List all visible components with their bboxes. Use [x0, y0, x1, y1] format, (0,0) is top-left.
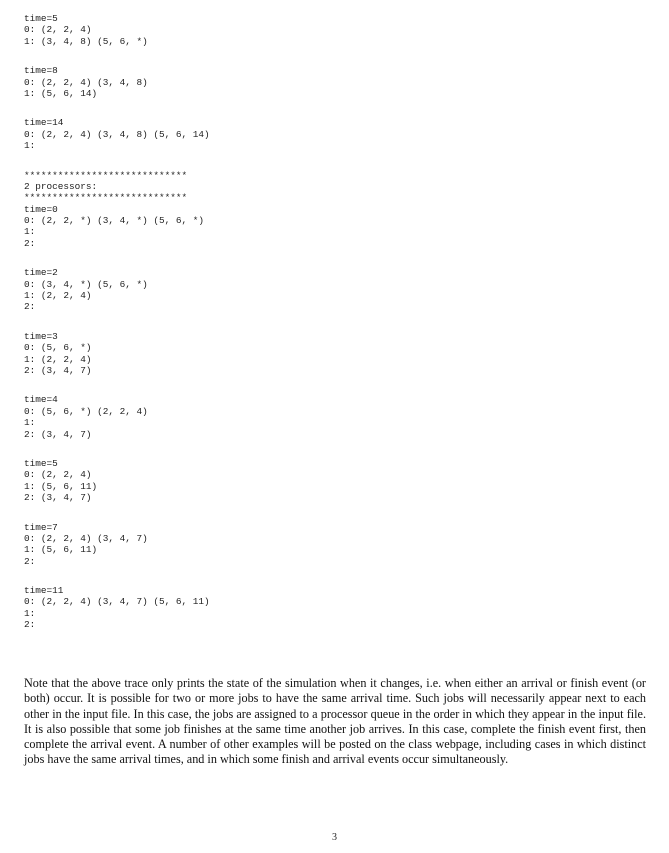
trace-block-time7 [24, 522, 210, 568]
separator-line: ***************************** [24, 192, 188, 204]
processor-2-queue: 2: [24, 237, 36, 249]
time-label: time=5 [24, 13, 58, 24]
processor-0-queue: 0: (2, 2, 4) (3, 4, 8) [24, 76, 148, 88]
processor-0-queue: 0: (2, 2, 4) [24, 469, 92, 481]
page-number: 3 [332, 832, 337, 843]
processor-0-queue: 0: (2, 2, 4) (3, 4, 8) (5, 6, 14) [24, 128, 210, 140]
time-label: time=4 [24, 394, 58, 406]
trace-block-time4 [24, 394, 210, 440]
simulation-trace [24, 13, 210, 631]
section-header: 2 processors: [24, 180, 98, 192]
processor-0-queue: 0: (5, 6, *) (2, 2, 4) [24, 405, 148, 417]
processor-2-queue: 2: [24, 619, 36, 631]
processor-2-queue: 2: (3, 4, 7) [24, 364, 92, 376]
time-label: time=8 [24, 65, 58, 77]
processor-1-queue: 1: [24, 226, 36, 238]
processor-2-queue: 2: (3, 4, 7) [24, 492, 92, 504]
trace-block-time11 [24, 585, 210, 631]
processor-1-queue: 1: (2, 2, 4) [24, 353, 92, 365]
processor-0-queue: 0: (3, 4, *) (5, 6, *) [24, 278, 148, 290]
time-label: time=7 [24, 521, 58, 533]
trace-block-time14 [24, 117, 210, 151]
time-label: time=0 [24, 203, 58, 215]
trace-block-time8 [24, 65, 210, 99]
trace-block-time5 [24, 13, 210, 47]
processor-1-queue: 1: (5, 6, 14) [24, 87, 98, 99]
separator-line: ***************************** [24, 169, 188, 181]
processor-1-queue: 1: [24, 417, 36, 429]
time-label: time=5 [24, 457, 58, 469]
processor-2-queue: 2: [24, 301, 36, 313]
processor-1-queue: 1: [24, 140, 36, 152]
time-label: time=2 [24, 267, 58, 279]
trace-block-time2 [24, 267, 210, 313]
trace-block-time3 [24, 331, 210, 377]
processor-0-queue: 0: (5, 6, *) [24, 342, 92, 354]
explanation-paragraph: Note that the above trace only prints the state of the simulation when it changes, i.e. when either an arrival or finish event (or both) occur. It is possible for two or more jobs to have the same arrival time. Such jobs will necessarily appear next to each other in the input file. In this case, the jobs are assigned to a processor queue in the order in which they appear in the input file. It is also possible that some job finishes at the same time another job arrives. In this case, complete the finish event first, then complete the arrival event. A number of other examples will be posted on the class webpage, including cases in which distinct jobs have the same arrival times, and in which some finish and arrival events occur simultaneously. [24, 676, 646, 767]
time-label: time=11 [24, 585, 64, 597]
processor-2-queue: 2: (3, 4, 7) [24, 428, 92, 440]
processor-2-queue: 2: [24, 555, 36, 567]
processor-1-queue: 1: (5, 6, 11) [24, 544, 98, 556]
processor-0-queue: 0: (2, 2, 4) (3, 4, 7) [24, 532, 148, 544]
processor-0-queue: 0: (2, 2, 4) (3, 4, 7) (5, 6, 11) [24, 596, 210, 608]
trace-block-time0 [24, 204, 210, 250]
trace-block-time5-second [24, 458, 210, 504]
time-label: time=3 [24, 330, 58, 342]
processor-0-queue: 0: (2, 2, *) (3, 4, *) (5, 6, *) [24, 215, 205, 227]
processor-1-queue: 1: [24, 607, 36, 619]
time-label: time=14 [24, 117, 64, 129]
processor-1-queue: 1: (2, 2, 4) [24, 290, 92, 302]
processor-1-queue: 1: (5, 6, 11) [24, 480, 98, 492]
processor-1-queue: 1: (3, 4, 8) (5, 6, *) [24, 35, 148, 47]
processor-0-queue: 0: (2, 2, 4) [24, 24, 92, 36]
